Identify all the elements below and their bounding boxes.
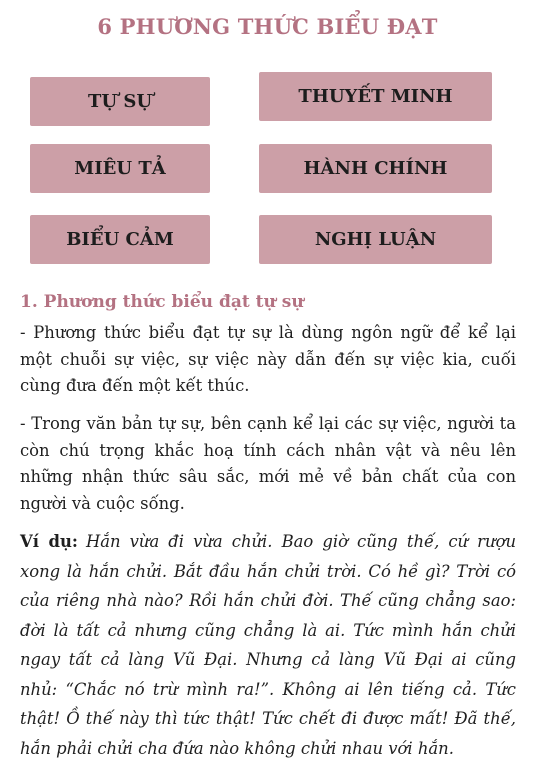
mode-tag-thuyet-minh: THUYẾT MINH	[259, 72, 492, 121]
page-title: 6 PHƯƠNG THỨC BIỂU ĐẠT	[97, 14, 438, 39]
mode-tag-tu-su: TỰ SỰ	[30, 77, 210, 126]
paragraph-details: - Trong văn bản tự sự, bên cạnh kể lại các sự việc, người ta còn chú trọng khắc hoạ tính cách nhân vật và nêu lên những nhận thức sâu sắc, mới mẻ về bản chất của con người và cuộc sống.	[20, 414, 516, 513]
example-text: Hắn vừa đi vừa chửi. Bao giờ cũng thế, cứ rượu xong là hắn chửi. Bắt đầu hắn chửi trời. Có hề gì? Trời có của riêng nhà nào? Rồi hắn chửi đời. Thế cũng chẳng sao: đời là tất cả nhưng cũng chẳng là ai. Tức mình hắn chửi ngay tất cả làng Vũ Đại. Nhưng cả làng Vũ Đại ai cũng nhủ: “Chắc nó trừ mình ra!”. Không ai lên tiếng cả. Tức thật! Ồ thế này thì tức thật! Tức chết đi được mất! Đã thế, hắn phải chửi cha đứa nào không chửi nhau với hắn.	[20, 532, 516, 758]
mode-tag-bieu-cam: BIỂU CẢM	[30, 215, 210, 264]
paragraph-definition: - Phương thức biểu đạt tự sự là dùng ngôn ngữ để kể lại một chuỗi sự việc, sự việc này dẫn đến sự việc kia, cuối cùng đưa đến một kết thúc.	[20, 323, 516, 395]
mode-tag-nghi-luan: NGHỊ LUẬN	[259, 215, 492, 264]
example-label: Ví dụ:	[20, 532, 78, 551]
mode-tag-hanh-chinh: HÀNH CHÍNH	[259, 144, 492, 193]
example-block	[20, 527, 516, 763]
section-heading: 1. Phương thức biểu đạt tự sự	[20, 292, 304, 312]
mode-tag-mieu-ta: MIÊU TẢ	[30, 144, 210, 193]
